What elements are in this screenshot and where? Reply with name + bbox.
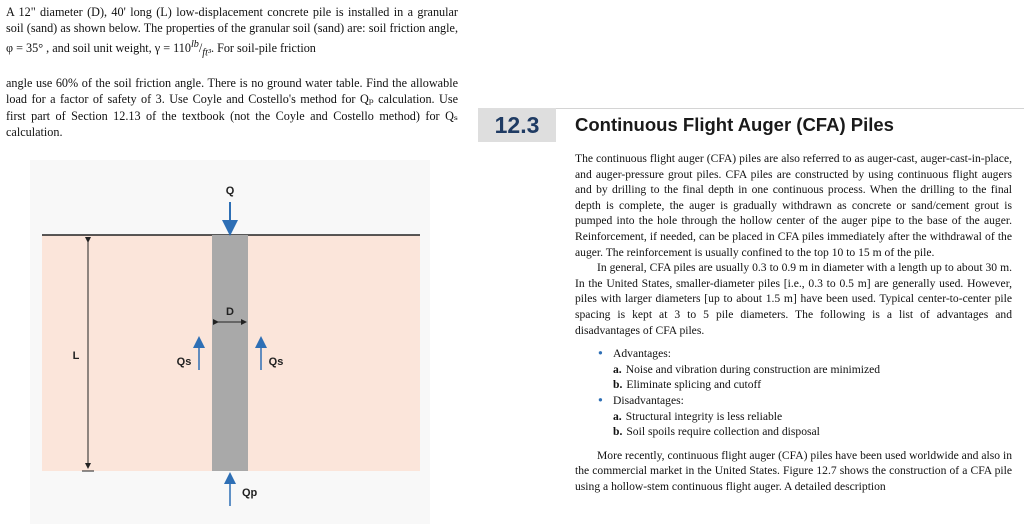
disadvantages-item: • Disadvantages: a. Structural integrity is less reliable b. Soil spoils require collection and disposal bbox=[597, 393, 1012, 440]
tip-resistance-label: Qp bbox=[242, 487, 258, 499]
disadvantages-sublist bbox=[613, 409, 1012, 440]
diameter-label: D bbox=[226, 306, 234, 318]
pile-shaft bbox=[212, 235, 248, 471]
bullet-icon: • bbox=[597, 346, 604, 361]
length-label: L bbox=[72, 350, 80, 362]
body-paragraph-2: In general, CFA piles are usually 0.3 to 0.9 m in diameter with a length up to about 30 m. In the United States, smaller-diameter piles [i.e., 0.3 to 0.5 m] are generally used. However, piles with larger diameters [up to about 1.5 m] have been used. Typical center-to-center pile spacing is kept at 3 to 5 pile diameters. The following is a list of advantages and disadvantages of CFA piles. bbox=[575, 261, 1012, 337]
section-title: Continuous Flight Auger (CFA) Piles bbox=[575, 114, 894, 135]
section-number: 12.3 bbox=[478, 108, 556, 142]
problem-paragraph-2: angle use 60% of the soil friction angle. There is no ground water table. Find the allowable load for a factor of safety of 3. Use Coyle and Costello's method for Qₚ calculation. Use first part of Section 12.13 of the textbook (not the Coyle and Costello method) for Qₛ calculation. bbox=[6, 75, 458, 139]
advantages-sublist bbox=[613, 362, 1012, 393]
pile-diagram bbox=[30, 160, 430, 524]
section-header bbox=[478, 108, 1024, 142]
list-item: a. Structural integrity is less reliable bbox=[613, 409, 783, 423]
list-item: b. Eliminate splicing and cutoff bbox=[613, 378, 762, 392]
body-paragraph-1: The continuous flight auger (CFA) piles are also referred to as auger-cast, auger-cast-in-place, and auger-pressure grout piles. CFA piles are constructed by using continuous flight augers and by drilling to the final depth in one continuous process. When the drilling to the final depth is complete, the auger is gradually withdrawn as concrete or sand/cement grout is pumped into the hole through the hollow center of the auger pipe to the base of the auger. Reinforcement, if needed, can be placed in CFA piles immediately after the withdrawal of the auger. The reinforcement is usually confined to the top 10 to 15 m of the pile. bbox=[575, 152, 1012, 259]
list-item: b. Soil spoils require collection and disposal bbox=[613, 425, 820, 439]
body-paragraph-3: More recently, continuous flight auger (CFA) piles have been used worldwide and also in the commercial market in the United States. Figure 12.7 shows the construction of a CFA pile using a hollow-stem continuous flight auger. A detailed description bbox=[575, 448, 1012, 493]
list-item: a. Noise and vibration during construction are minimized bbox=[613, 362, 881, 376]
unit-numerator: lb bbox=[190, 38, 199, 50]
section-body bbox=[575, 151, 1012, 494]
unit-denominator: ft³ bbox=[202, 47, 211, 59]
side-friction-label-left: Qs bbox=[176, 356, 192, 368]
side-friction-label-right: Qs bbox=[268, 356, 284, 368]
bullet-icon: • bbox=[597, 392, 604, 407]
advantages-item: • Advantages: a. Noise and vibration during construction are minimized b. Eliminate splicing and cutoff bbox=[597, 346, 1012, 393]
problem-statement bbox=[6, 4, 458, 140]
section-rule bbox=[556, 108, 1024, 109]
problem-paragraph-1: A 12" diameter (D), 40' long (L) low-displacement concrete pile is installed in a granular soil (sand) as shown below. The properties of the granular soil (sand) are: soil friction angle, φ = 35° , and soil unit weight, $\gamma = 110^{lb}/_{ft^3}$. For soil-pile friction bbox=[6, 5, 458, 59]
load-label: Q bbox=[225, 185, 235, 197]
pile-figure bbox=[30, 160, 430, 524]
pros-cons-list bbox=[597, 346, 1012, 440]
